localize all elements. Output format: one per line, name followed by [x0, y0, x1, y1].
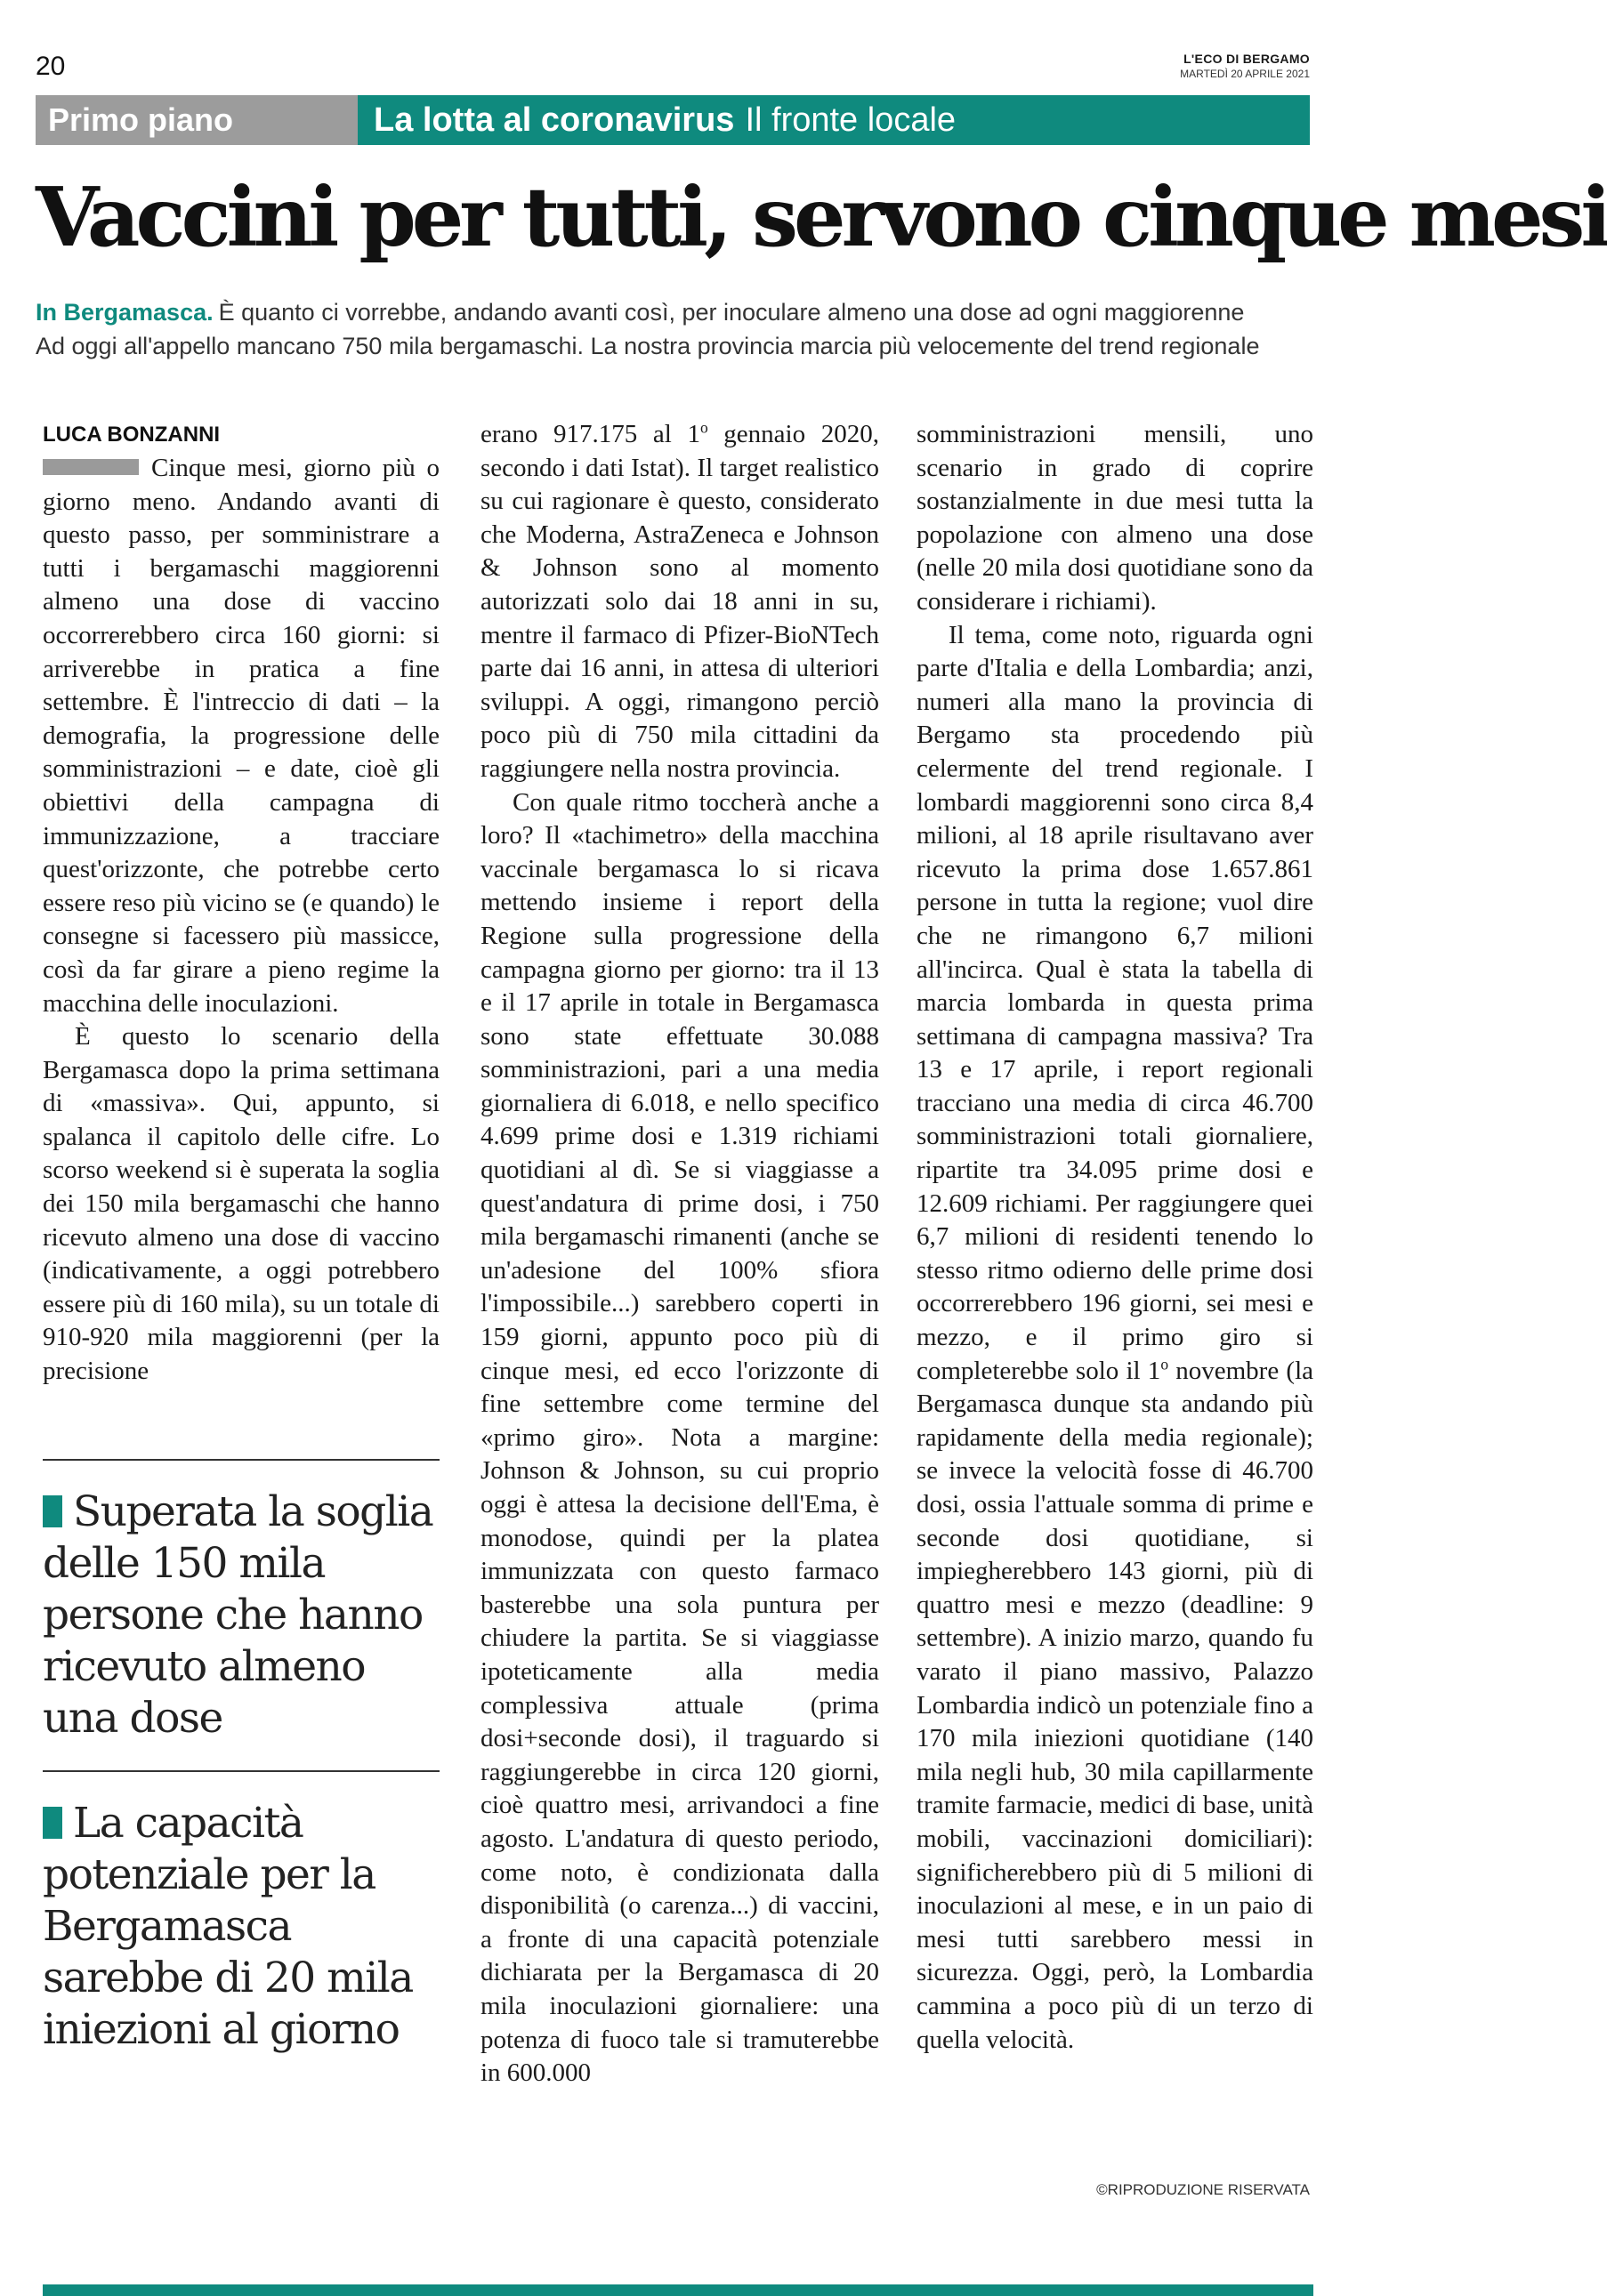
- summary-line-2: Ad oggi all'appello mancano 750 mila bergamaschi. La nostra provincia marcia più velocemente del trend regionale: [36, 333, 1260, 359]
- copyright: ©RIPRODUZIONE RISERVATA: [1096, 2181, 1310, 2198]
- divider: [43, 1459, 440, 1461]
- summary-text-1: È quanto ci vorrebbe, andando avanti così, per inoculare almeno una dose ad ogni maggiorenne: [218, 299, 1245, 326]
- paragraph: È questo lo scenario della Bergamasca dopo la prima settimana di «massiva». Qui, appunto, si spalanca il capitolo delle cifre. Lo scorso weekend si è superata la soglia dei 150 mila bergamaschi che hanno ricevuto almeno una dose di vaccino (indicativamente, a oggi potrebbero essere più di 160 mila), su un totale di 910-920 mila maggiorenni (per la precisione: [43, 1022, 440, 1386]
- paragraph: somministrazioni mensili, uno scenario in grado di coprire sostanzialmente in due mesi tutta la popolazione con almeno una dose (nelle 20 mila dosi quotidiane sono da considerare i richiami).: [917, 420, 1313, 616]
- masthead: [1180, 52, 1310, 80]
- headline: Vaccini per tutti, servono cinque mesi: [36, 169, 1607, 265]
- topic-label: [358, 95, 1310, 145]
- topic-light: Il fronte locale: [745, 101, 957, 139]
- newspaper-name: L'ECO DI BERGAMO: [1183, 52, 1310, 66]
- superscript: o: [1160, 1354, 1169, 1373]
- paragraph-text: gennaio 2020, secondo i dati Istat). Il target realistico su cui ragionare è questo, considerato che Moderna, AstraZeneca e Johnson & Johnson sono al momento autorizzati solo dai 18 anni in su, mentre il farmaco di Pfizer-BioNTech parte dai 16 anni, in attesa di ulteriori sviluppi. A oggi, rimangono perciò poco più di 750 mila cittadini da raggiungere nella nostra provincia.: [480, 420, 879, 783]
- paragraph: [480, 418, 879, 786]
- square-marker: [43, 1495, 62, 1527]
- pull-quote-2: [43, 1798, 440, 2056]
- section-label: Primo piano: [36, 95, 358, 145]
- column-1: [43, 420, 440, 1389]
- paragraph-text: Il tema, come noto, riguarda ogni parte d'Italia e della Lombardia; anzi, numeri alla mano la provincia di Bergamo sta procedendo più celermente del trend regionale. I lombardi maggiorenni sono circa 8,4 milioni, al 18 aprile risultavano aver ricevuto la prima dose 1.657.861 persone in tutta la regione; vuol dire che ne rimangono 6,7 milioni all'incirca. Qual è stata la tabella di marcia lombarda in questa prima settimana di campagna massiva? Tra 13 e 17 aprile, i report regionali tracciano una media di circa 46.700 somministrazioni totali giornaliere, ripartite tra 34.095 prime dosi e 12.609 richiami. Per raggiungere quei 6,7 milioni di residenti tenendo lo stesso ritmo odierno delle prime dosi occorrerebbero 196 giorni, sei mesi e mezzo, e il primo giro si completerebbe solo il 1: [917, 620, 1313, 1385]
- column-2: [480, 418, 879, 2091]
- paragraph-text: Cinque mesi, giorno più o giorno meno. Andando avanti di questo passo, per somministrare a tutti i bergamaschi maggiorenni almeno una dose di vaccino occorrerebbero circa 160 giorni: si arriverebbe in pratica a fine settembre. È l'intreccio di dati – la demografia, la progressione delle somministrazioni – e date, cioè gli obiettivi della campagna di immunizzazione, a tracciare quest'orizzonte, che potrebbe certo essere reso più vicino se (e quando) le consegne si facessero più massicce, così da far girare a pieno regime la macchina delle inoculazioni.: [43, 454, 440, 1018]
- paragraph: [43, 452, 440, 1020]
- paragraph: [917, 619, 1313, 2058]
- issue-date: MARTEDÌ 20 APRILE 2021: [1180, 68, 1310, 80]
- superscript: o: [699, 418, 708, 437]
- page-number: 20: [36, 52, 66, 81]
- summary-lead: In Bergamasca.: [36, 299, 214, 326]
- square-marker: [43, 1807, 62, 1839]
- byline: LUCA BONZANNI: [43, 423, 221, 447]
- section-bar: [36, 95, 1310, 145]
- summary-line-1: [36, 295, 1317, 329]
- summary: [36, 295, 1317, 363]
- divider: [43, 1770, 440, 1772]
- bottom-bar: [43, 2284, 1313, 2296]
- paragraph-text: erano 917.175 al 1: [480, 420, 700, 448]
- column-3: [917, 418, 1313, 2057]
- pull-quote-text: La capacità potenziale per la Bergamasca sarebbe di 20 mila iniezioni al giorno: [43, 1799, 413, 2054]
- pull-quote-1: [43, 1486, 440, 1744]
- topic-bold: La lotta al coronavirus: [374, 101, 735, 139]
- paragraph: Con quale ritmo toccherà anche a loro? Il «tachimetro» della macchina vaccinale bergamasca lo si ricava mettendo insieme i report della Regione sulla progressione della campagna giorno per giorno: tra il 13 e il 17 aprile in totale in Bergamasca sono state effettuate 30.088 somministrazioni, pari a una media giornaliera di 6.018, e nello specifico 4.699 prime dosi e 1.319 richiami quotidiani al dì. Se si viaggiasse a quest'andatura di prime dosi, i 750 mila bergamaschi rimanenti (anche se un'adesione del 100% sfiora l'impossibile...) sarebbero coperti in 159 giorni, appunto poco più di cinque mesi, ed ecco l'orizzonte di fine settembre come termine del «primo giro». Nota a margine: Johnson & Johnson, su cui proprio oggi è attesa la decisione dell'Ema, è monodose, quindi per la platea immunizzata con questo farmaco basterebbe una sola puntura per chiudere la partita. Se si viaggiasse ipoteticamente alla media complessiva attuale (prima dosi+seconde dosi), il traguardo si raggiungerebbe in circa 120 giorni, cioè quattro mesi, arrivandoci a fine agosto. L'andatura di questo periodo, come noto, è condizionata dalla disponibilità (o carenza...) di vaccini, a fronte di una capacità potenziale dichiarata per la Bergamasca di 20 mila inoculazioni giornaliere: una potenza di fuoco tale si tramuterebbe in 600.000: [480, 787, 879, 2088]
- pull-quote-text: Superata la soglia delle 150 mila persone che hanno ricevuto almeno una dose: [43, 1487, 433, 1743]
- paragraph-text: novembre (la Bergamasca dunque sta andando più rapidamente della media regionale); se invece la velocità fosse di 46.700 dosi, ossia l'attuale somma di prime e seconde dosi quotidiane, si impiegherebbero 143 giorni, più di quattro mesi e mezzo (deadline: 9 settembre). A inizio marzo, quando fu varato il piano massivo, Palazzo Lombardia indicò un potenziale fino a 170 mila iniezioni quotidiane (140 mila negli hub, 30 mila capillarmente tramite farmacie, medici di base, unità mobili, vaccinazioni domiciliari): significherebbero più di 5 milioni di inoculazioni al mese, e in un paio di mesi tutti sarebbero messi in sicurezza. Oggi, però, la Lombardia cammina a poco più di un terzo di quella velocità.: [917, 1356, 1313, 2054]
- lead-bar: [43, 459, 139, 475]
